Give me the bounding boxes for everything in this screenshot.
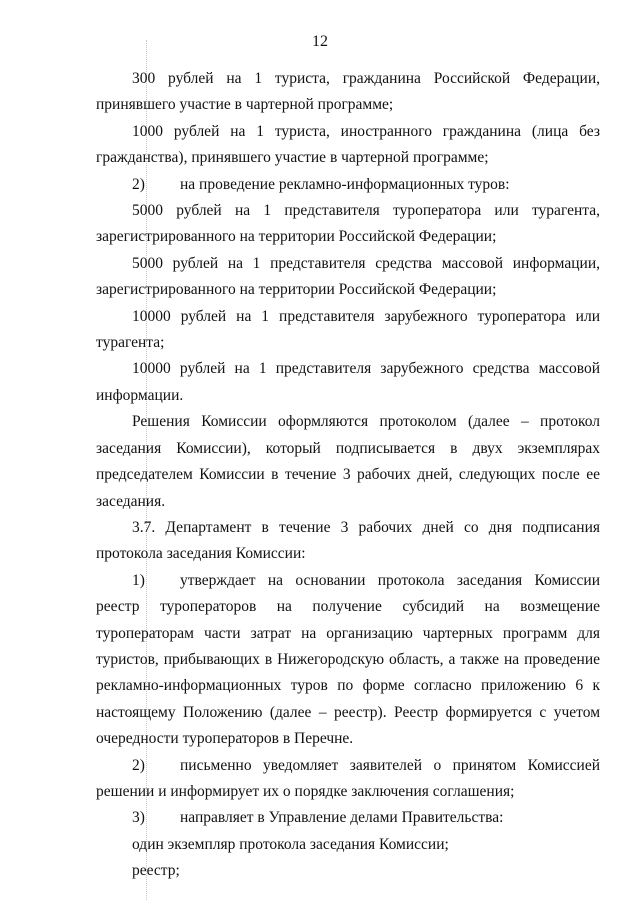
paragraph	[96, 172, 600, 198]
list-number: 2)	[132, 175, 145, 193]
paragraph-text: один экземпляр протокола заседания Комиссии;	[132, 835, 449, 853]
list-number: 2)	[132, 756, 145, 774]
paragraph	[96, 66, 600, 119]
list-number: 1)	[132, 571, 145, 589]
paragraph-text: реестр;	[132, 862, 180, 880]
paragraph	[96, 251, 600, 304]
paragraph-text: утверждает на основании протокола заседания Комиссии реестр туроператоров на получение субсидий на возмещение туроператорам части затрат на организацию чартерных программ для туристов, прибывающих в Нижегородскую область, а также на проведение рекламно-информационных туров по форме согласно приложению 6 к настоящему Положению (далее – реестр). Реестр формируется с учетом очередности туроператоров в Перечне.	[96, 571, 600, 748]
paragraph	[96, 753, 600, 806]
paragraph-text: 5000 рублей на 1 представителя туроператора или турагента, зарегистрированного на территории Российской Федерации;	[96, 202, 600, 246]
paragraph	[96, 568, 600, 753]
paragraph	[96, 119, 600, 172]
paragraph	[96, 304, 600, 357]
paragraph-text: направляет в Управление делами Правительства:	[180, 809, 504, 827]
paragraph	[96, 515, 600, 568]
document-body	[96, 66, 600, 885]
paragraph-text: 10000 рублей на 1 представителя зарубежного средства массовой информации.	[96, 360, 600, 404]
paragraph	[96, 409, 600, 515]
paragraph	[96, 198, 600, 251]
list-number: 3)	[132, 809, 145, 827]
paragraph	[96, 805, 600, 831]
paragraph-text: 5000 рублей на 1 представителя средства массовой информации, зарегистрированного на территории Российской Федерации;	[96, 254, 600, 299]
paragraph-text: на проведение рекламно-информационных туров:	[180, 175, 510, 193]
paragraph-text: 300 рублей на 1 туриста, гражданина Российской Федерации, принявшего участие в чартерной программе;	[96, 70, 600, 114]
paragraph	[96, 832, 600, 858]
paragraph-text: 3.7. Департамент в течение 3 рабочих дней со дня подписания протокола заседания Комиссии:	[96, 518, 600, 563]
paragraph-text: Решения Комиссии оформляются протоколом (далее – протокол заседания Комиссии), который подписывается в двух экземплярах председателем Комиссии в течение 3 рабочих дней, следующих после ее заседания.	[96, 413, 600, 510]
page-number: 12	[312, 33, 328, 50]
paragraph	[96, 858, 600, 884]
paragraph-text: 1000 рублей на 1 туриста, иностранного гражданина (лица без гражданства), принявшего участие в чартерной программе;	[96, 122, 600, 167]
paragraph-text: письменно уведомляет заявителей о принятом Комиссией решении и информирует их о порядке заключения соглашения;	[96, 756, 600, 800]
paragraph-text: 10000 рублей на 1 представителя зарубежного туроператора или турагента;	[96, 307, 600, 352]
paragraph	[96, 356, 600, 409]
